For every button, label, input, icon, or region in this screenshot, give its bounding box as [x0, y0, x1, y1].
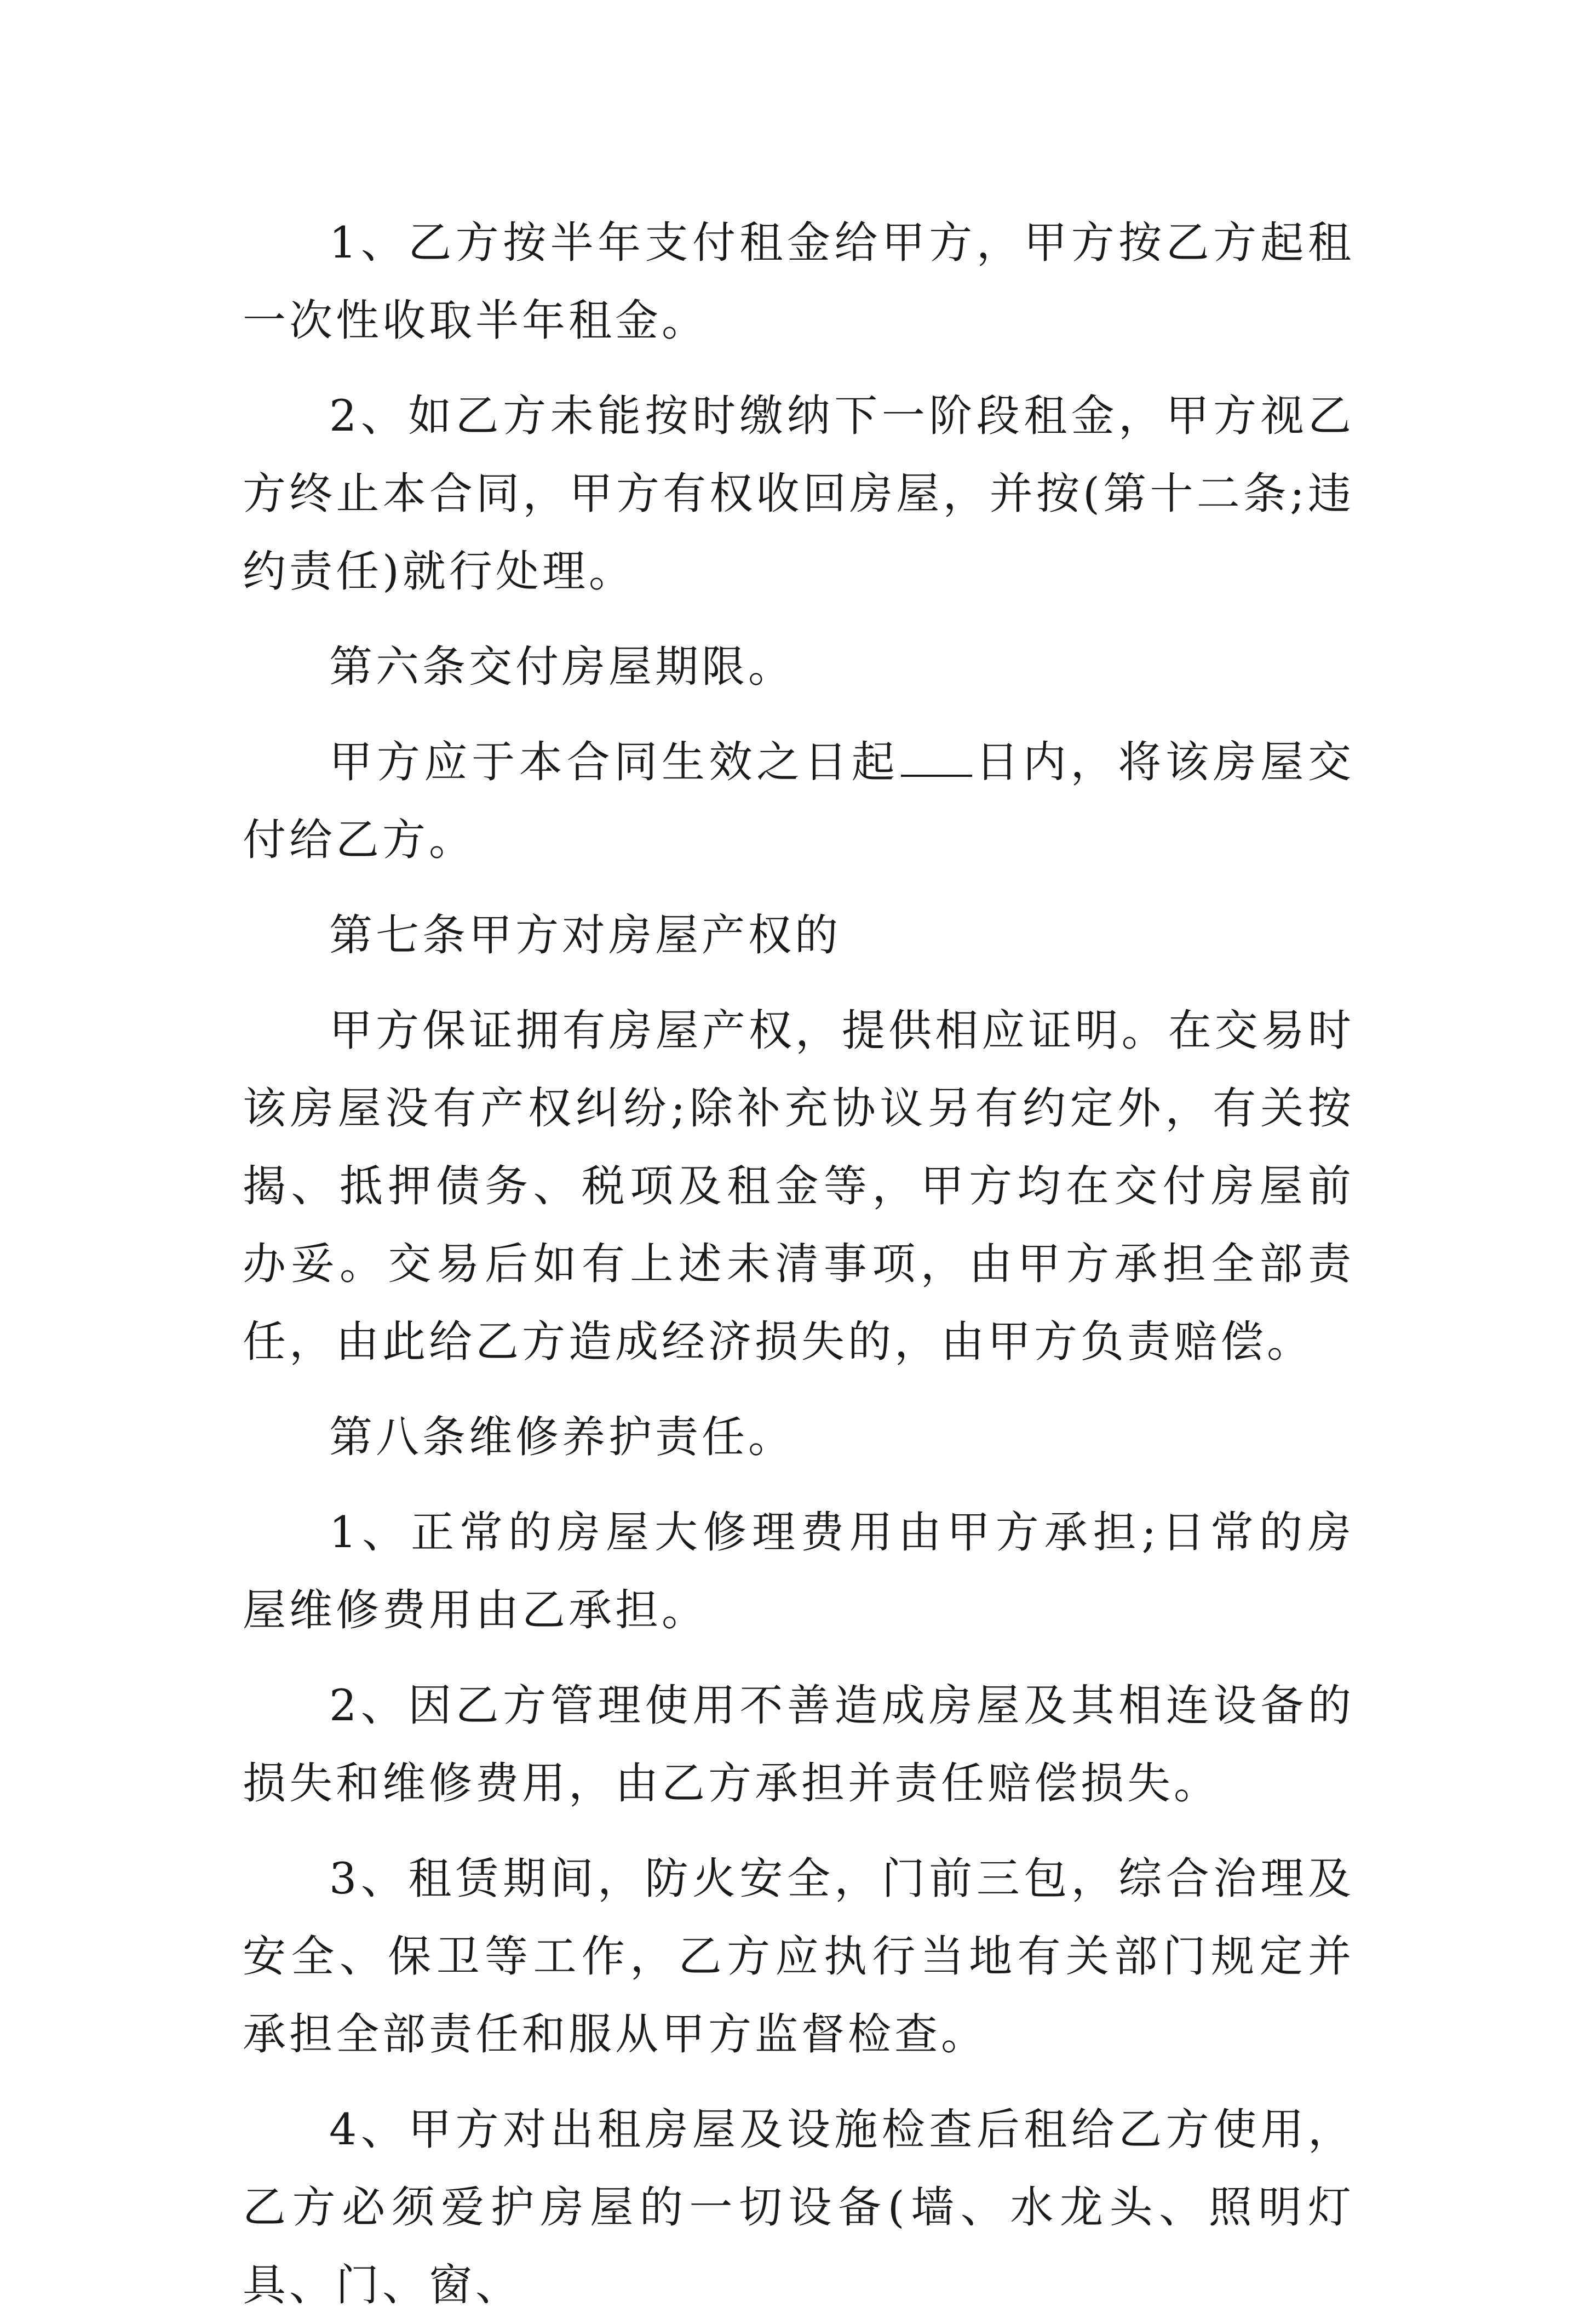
delivery-text-before: 甲方应于本合同生效之日起 [329, 737, 899, 787]
paragraph-safety-duties: 3、租赁期间，防火安全，门前三包，综合治理及安全、保卫等工作，乙方应执行当地有关部门规定并承担全部责任和服从甲方监督检查。 [243, 1853, 1354, 2059]
heading-article-6: 第六条交付房屋期限。 [329, 642, 795, 692]
paragraph-delivery-period [243, 723, 1354, 879]
heading-article-8: 第八条维修养护责任。 [329, 1412, 795, 1462]
document-body [243, 204, 1354, 2324]
paragraph-rent-payment: 1、乙方按半年支付租金给甲方，甲方按乙方起租一次性收取半年租金。 [243, 217, 1354, 346]
paragraph-late-payment: 2、如乙方未能按时缴纳下一阶段租金，甲方视乙方终止本合同，甲方有权收回房屋，并按(第十二条;违约责任)就行处理。 [243, 391, 1354, 597]
paragraph-major-repairs: 1、正常的房屋大修理费用由甲方承担;日常的房屋维修费用由乙承担。 [243, 1507, 1354, 1635]
blank-days-field [901, 736, 972, 777]
heading-article-7: 第七条甲方对房屋产权的 [329, 910, 841, 960]
paragraph-equipment-care: 4、甲方对出租房屋及设施检查后租给乙方使用，乙方必须爱护房屋的一切设备(墙、水龙头、照明灯具、门、窗、 [243, 2104, 1354, 2310]
delivery-text-after: 日内，将该房屋交付给乙方。 [243, 737, 1355, 865]
paragraph-damage-liability: 2、因乙方管理使用不善造成房屋及其相连设备的损失和维修费用，由乙方承担并责任赔偿损失。 [243, 1680, 1354, 1808]
paragraph-property-rights: 甲方保证拥有房屋产权，提供相应证明。在交易时该房屋没有产权纠纷;除补充协议另有约定外，有关按揭、抵押债务、税项及租金等，甲方均在交付房屋前办妥。交易后如有上述未清事项，由甲方承担全部责任，由此给乙方造成经济损失的，由甲方负责赔偿。 [243, 1005, 1354, 1367]
